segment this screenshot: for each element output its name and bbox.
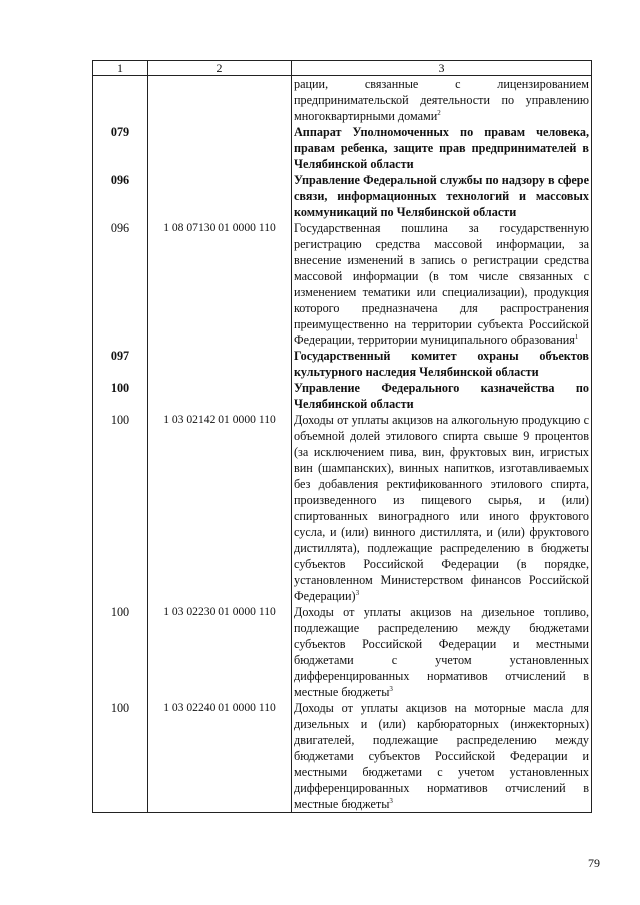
revenue-code-cell — [148, 124, 292, 172]
revenue-code-cell — [148, 76, 292, 125]
revenue-name-text: Доходы от уплаты акцизов на алкогольную продукцию с объемной долей этилового спирта свыше 9 процентов (за исключением пива, вин, фруктовых вин, игристых вин (шампанских), винных напитков, изготавливаемых без добавления ректификованного этилового спирта, произведенного из пищевого сырья, и (или) спиртованных виноградного или иного фруктового сусла, и (или) винного дистиллята, и (или) фруктового дистиллята), подлежащие распределению в бюджеты субъектов Российской Федерации (в порядке, установленном Министерством финансов Российской Федерации) — [294, 413, 589, 603]
footnote-marker: 3 — [389, 684, 393, 693]
admin-code-cell: 100 — [93, 412, 148, 604]
revenue-code-cell: 1 08 07130 01 0000 110 — [148, 220, 292, 348]
table-row — [93, 124, 592, 172]
page-number: 79 — [588, 856, 600, 870]
admin-code-cell: 079 — [93, 124, 148, 172]
revenue-name-cell — [292, 348, 592, 380]
revenue-name-text: Доходы от уплаты акцизов на дизельное топливо, подлежащие распределению между бюджетами субъектов Российской Федерации и местными бюджетами с учетом установленных дифференцированных нормативов отчислений в местные бюджеты — [294, 605, 589, 699]
admin-code-cell: 096 — [93, 172, 148, 220]
admin-code-cell: 096 — [93, 220, 148, 348]
revenue-code-cell — [148, 348, 292, 380]
revenue-name-cell — [292, 380, 592, 412]
header-col-3: 3 — [292, 61, 592, 76]
footnote-marker: 2 — [437, 108, 441, 117]
footnote-marker: 1 — [574, 332, 579, 341]
revenue-name-text: Аппарат Уполномоченных по правам человека, правам ребенка, защите прав предпринимателей в Челябинской области — [294, 125, 589, 171]
revenue-code-cell — [148, 172, 292, 220]
admin-code-cell: 097 — [93, 348, 148, 380]
table-row — [93, 604, 592, 700]
revenue-name-cell — [292, 220, 592, 348]
table-row — [93, 380, 592, 412]
revenue-code-cell — [148, 380, 292, 412]
table-row — [93, 700, 592, 813]
revenue-code-cell: 1 03 02230 01 0000 110 — [148, 604, 292, 700]
footnote-marker: 3 — [389, 796, 393, 805]
revenue-codes-table — [92, 60, 592, 813]
revenue-code-cell: 1 03 02240 01 0000 110 — [148, 700, 292, 813]
table-body — [93, 76, 592, 813]
revenue-name-cell — [292, 172, 592, 220]
table-row — [93, 348, 592, 380]
revenue-name-text: Государственный комитет охраны объектов культурного наследия Челябинской области — [294, 349, 589, 379]
revenue-name-text: Доходы от уплаты акцизов на моторные масла для дизельных и (или) карбюраторных (инжекторных) двигателей, подлежащие распределению между бюджетами субъектов Российской Федерации и местными бюджетами с учетом установленных дифференцированных нормативов отчислений в местные бюджеты — [294, 701, 589, 811]
header-col-2: 2 — [148, 61, 292, 76]
revenue-name-text: рации, связанные с лицензированием предпринимательской деятельности по управлению многоквартирными домами — [294, 77, 589, 123]
revenue-name-cell — [292, 700, 592, 813]
admin-code-cell: 100 — [93, 700, 148, 813]
revenue-name-text: Управление Федеральной службы по надзору в сфере связи, информационных технологий и массовых коммуникаций по Челябинской области — [294, 173, 589, 219]
table-row — [93, 412, 592, 604]
header-col-1: 1 — [93, 61, 148, 76]
table-row — [93, 172, 592, 220]
header-row — [93, 61, 592, 76]
revenue-name-cell — [292, 76, 592, 125]
admin-code-cell: 100 — [93, 604, 148, 700]
footnote-marker: 3 — [355, 588, 360, 597]
revenue-name-cell — [292, 124, 592, 172]
table-row — [93, 76, 592, 125]
admin-code-cell — [93, 76, 148, 125]
revenue-code-cell: 1 03 02142 01 0000 110 — [148, 412, 292, 604]
revenue-name-text: Государственная пошлина за государственную регистрацию средства массовой информации, за внесение изменений в запись о регистрации средства массовой информации (в том числе связанных с изменением тематики или специализации), продукция которого предназначена для распространения преимущественно на территории субъекта Российской Федерации, территории муниципального образования — [294, 221, 589, 347]
admin-code-cell: 100 — [93, 380, 148, 412]
revenue-name-cell — [292, 412, 592, 604]
table-row — [93, 220, 592, 348]
revenue-name-cell — [292, 604, 592, 700]
revenue-name-text: Управление Федерального казначейства по Челябинской области — [294, 381, 589, 411]
